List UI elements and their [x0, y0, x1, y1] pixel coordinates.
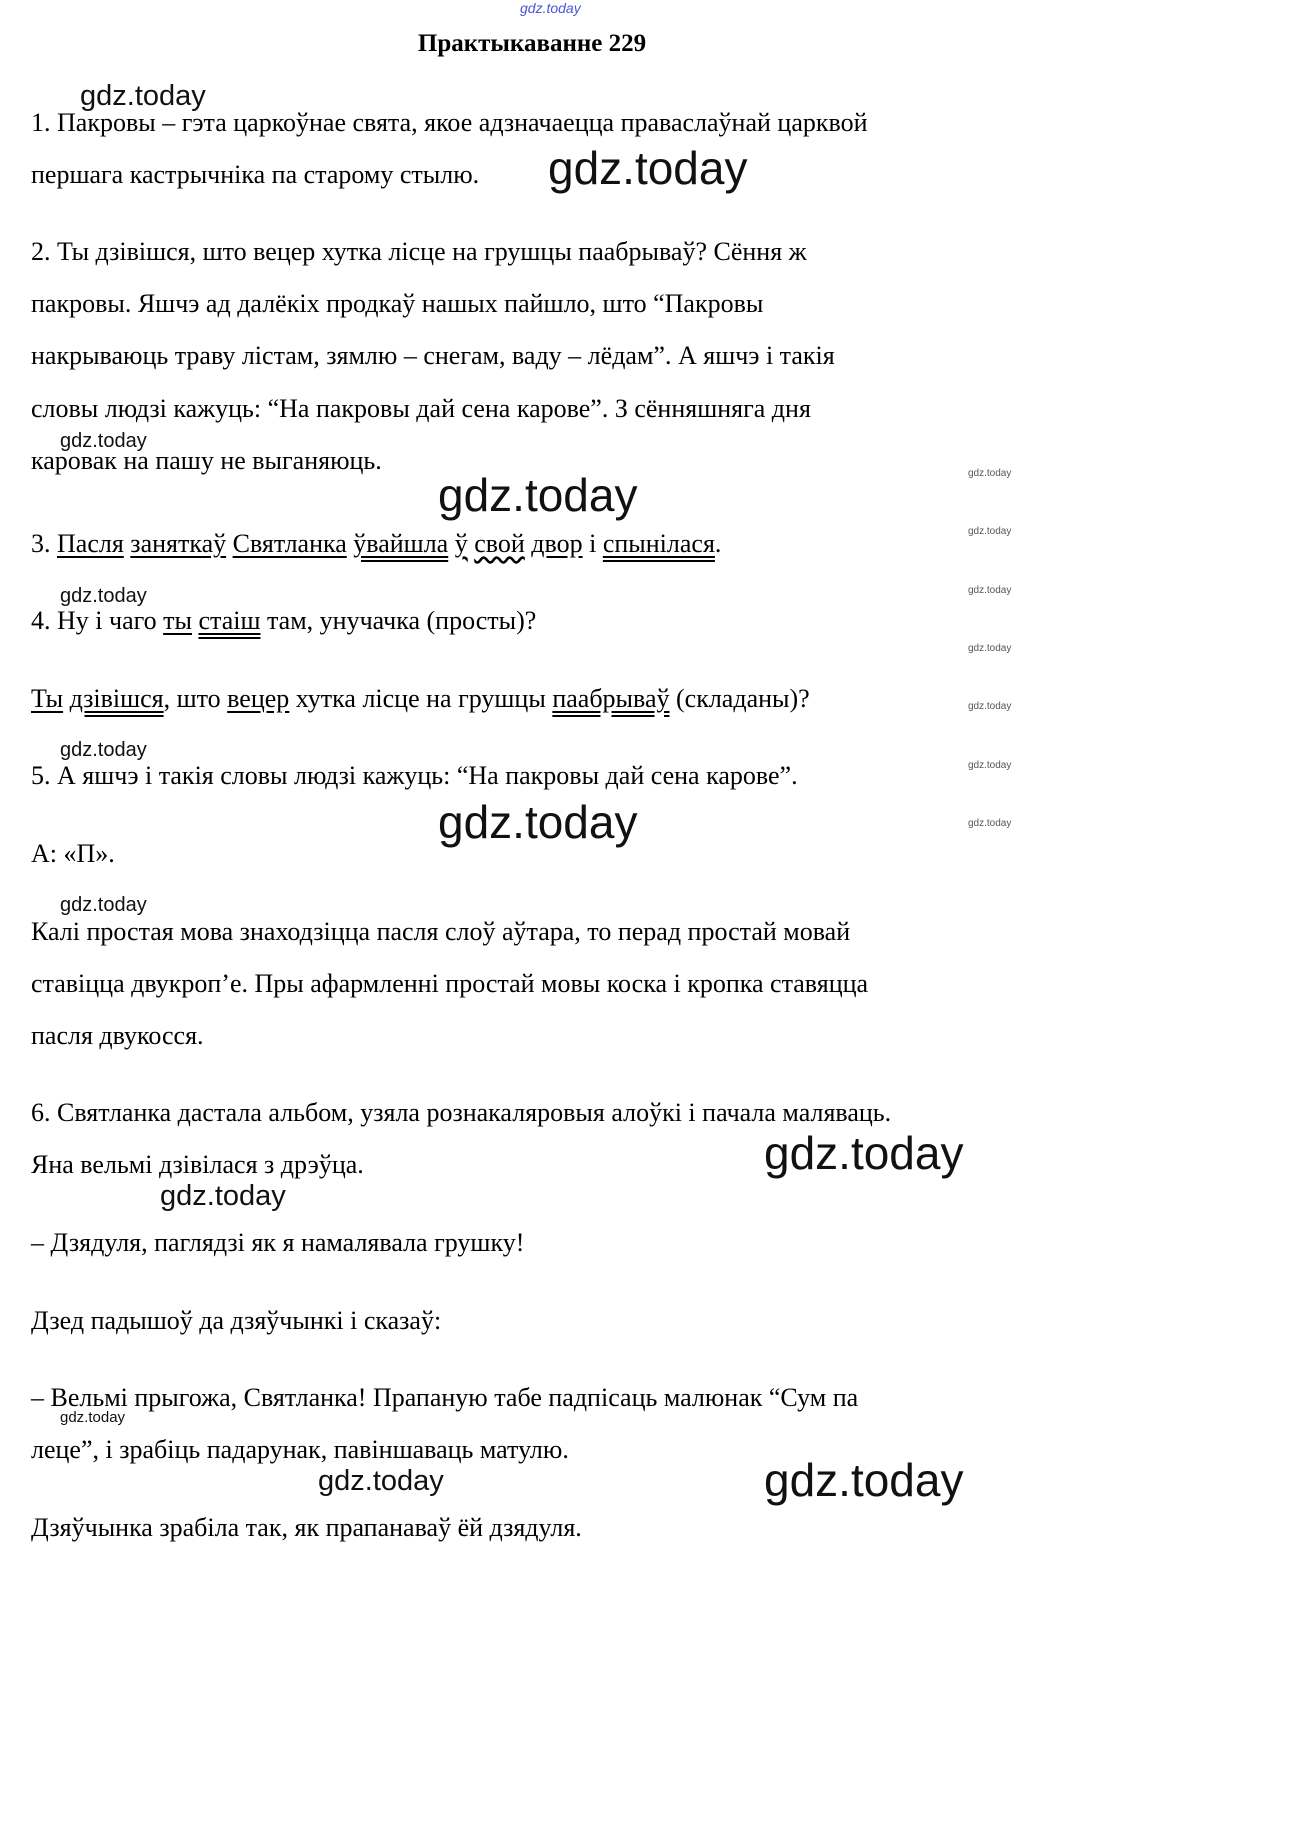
- watermark-tiny: gdz.today: [968, 643, 1012, 654]
- ex2-line-5: каровак на пашу не выганяюць.: [31, 446, 382, 475]
- ex6-line-7: Дзяўчынка зрабіла так, як прапанаваў ёй дзядуля.: [31, 1513, 582, 1542]
- ex4b-predicate-2: паабрываў: [552, 684, 670, 713]
- ex4a-subject: ты: [163, 606, 192, 635]
- ex6-line-4: Дзед падышоў да дзяўчынкі і сказаў:: [31, 1306, 442, 1335]
- ex3-end: .: [714, 529, 722, 558]
- ex2-line-2: пакровы. Яшчэ ад далёкіх продкаў нашых пайшло, што “Пакровы: [31, 289, 764, 318]
- ex4b-middle-2: хутка лісце на грушцы: [289, 684, 553, 713]
- watermark-small: gdz.today: [60, 585, 147, 607]
- ex3-word-sviatlanka: Святланка: [232, 529, 347, 558]
- ex5-rule-line-3: пасля двукосся.: [31, 1021, 204, 1050]
- ex4a-pre: 4. Ну і чаго: [31, 606, 164, 635]
- watermark-medium: gdz.today: [318, 1465, 444, 1497]
- top-watermark: gdz.today: [520, 0, 581, 16]
- watermark-small: gdz.today: [60, 739, 147, 761]
- watermark-tiny: gdz.today: [968, 701, 1012, 712]
- ex4b-subject-2: вецер: [227, 684, 290, 713]
- ex5-rule-line-1: Калі простая мова знаходзіцца пасля слоў аўтара, то перад простай мовай: [31, 917, 851, 946]
- watermark-large: gdz.today: [438, 469, 638, 521]
- ex5-scheme: А: «П».: [31, 839, 115, 868]
- ex4b-predicate-1: дзівішся: [69, 684, 164, 713]
- ex3-word-spynilasia: спынілася: [602, 529, 715, 558]
- watermark-tiny: gdz.today: [968, 468, 1012, 479]
- ex5-rule-line-2: ставіцца двукроп’е. Пры афармленні простай мовы коска і кропка ставяцца: [31, 969, 869, 998]
- watermark-tiny: gdz.today: [968, 760, 1012, 771]
- watermark-large: gdz.today: [764, 1454, 964, 1506]
- ex5-sentence: 5. А яшчэ і такія словы людзі кажуць: “На пакровы дай сена карове”.: [31, 761, 798, 790]
- ex4b-middle-1: , што: [163, 684, 228, 713]
- ex3-word-u: ў: [454, 529, 468, 558]
- ex4b-tail: (складаны)?: [669, 684, 810, 713]
- ex6-line-2: Яна вельмі дзівілася з дрэўца.: [31, 1150, 364, 1179]
- watermark-large: gdz.today: [438, 796, 638, 848]
- ex4a-predicate: стаіш: [198, 606, 261, 635]
- watermark-tiny: gdz.today: [968, 818, 1012, 829]
- ex1-line-2: першага кастрычніка па старому стылю.: [31, 160, 480, 189]
- ex6-line-1: 6. Святланка дастала альбом, узяла рознакаляровыя алоўкі і пачала маляваць.: [31, 1098, 892, 1127]
- watermark-tiny: gdz.today: [968, 526, 1012, 537]
- watermark-tiny: gdz.today: [968, 585, 1012, 596]
- ex2-line-1: 2. Ты дзівішся, што вецер хутка лісце на грушцы паабрываў? Сёння ж: [31, 237, 807, 266]
- page-title: Практыкаванне 229: [417, 30, 647, 57]
- ex3-word-i: і: [589, 529, 597, 558]
- ex6-line-5: – Вельмі прыгожа, Святланка! Прапаную табе падпісаць малюнак “Сум па: [31, 1383, 859, 1412]
- ex3-word-dvor: двор: [531, 529, 583, 558]
- watermark-small: gdz.today: [60, 1409, 126, 1426]
- ex4-sentence-complex: [31, 684, 810, 714]
- watermark-medium: gdz.today: [80, 80, 206, 112]
- ex2-line-4: словы людзі кажуць: “На пакровы дай сена карове”. З сённяшняга дня: [31, 394, 811, 423]
- ex6-line-6: леце”, і зрабіць падарунак, павіншаваць матулю.: [31, 1435, 569, 1464]
- ex3-word-uvaishla: ўвайшла: [353, 529, 449, 558]
- ex1-line-1: 1. Пакровы – гэта царкоўнае свята, якое адзначаецца праваслаўнай царквой: [31, 108, 868, 137]
- ex3-word-svoi: свой: [474, 529, 525, 558]
- watermark-large: gdz.today: [548, 142, 748, 194]
- ex3-word-zaniatkau: заняткаў: [130, 529, 227, 558]
- watermark-small: gdz.today: [60, 894, 147, 916]
- ex6-line-3: – Дзядуля, паглядзі як я намалявала грушку!: [31, 1228, 525, 1257]
- watermark-large: gdz.today: [764, 1127, 964, 1179]
- ex3-sentence: [31, 529, 721, 559]
- ex3-number: 3.: [31, 529, 57, 558]
- ex4a-post: там, унучачка (просты)?: [260, 606, 537, 635]
- watermark-small: gdz.today: [60, 430, 147, 452]
- ex2-line-3: накрываюць траву лістам, зямлю – снегам, ваду – лёдам”. А яшчэ і такія: [31, 341, 835, 370]
- ex4-sentence-simple: [31, 606, 536, 636]
- ex4b-subject-1: Ты: [31, 684, 64, 713]
- ex3-word-paslia: Пасля: [57, 529, 124, 558]
- watermark-medium: gdz.today: [160, 1180, 286, 1212]
